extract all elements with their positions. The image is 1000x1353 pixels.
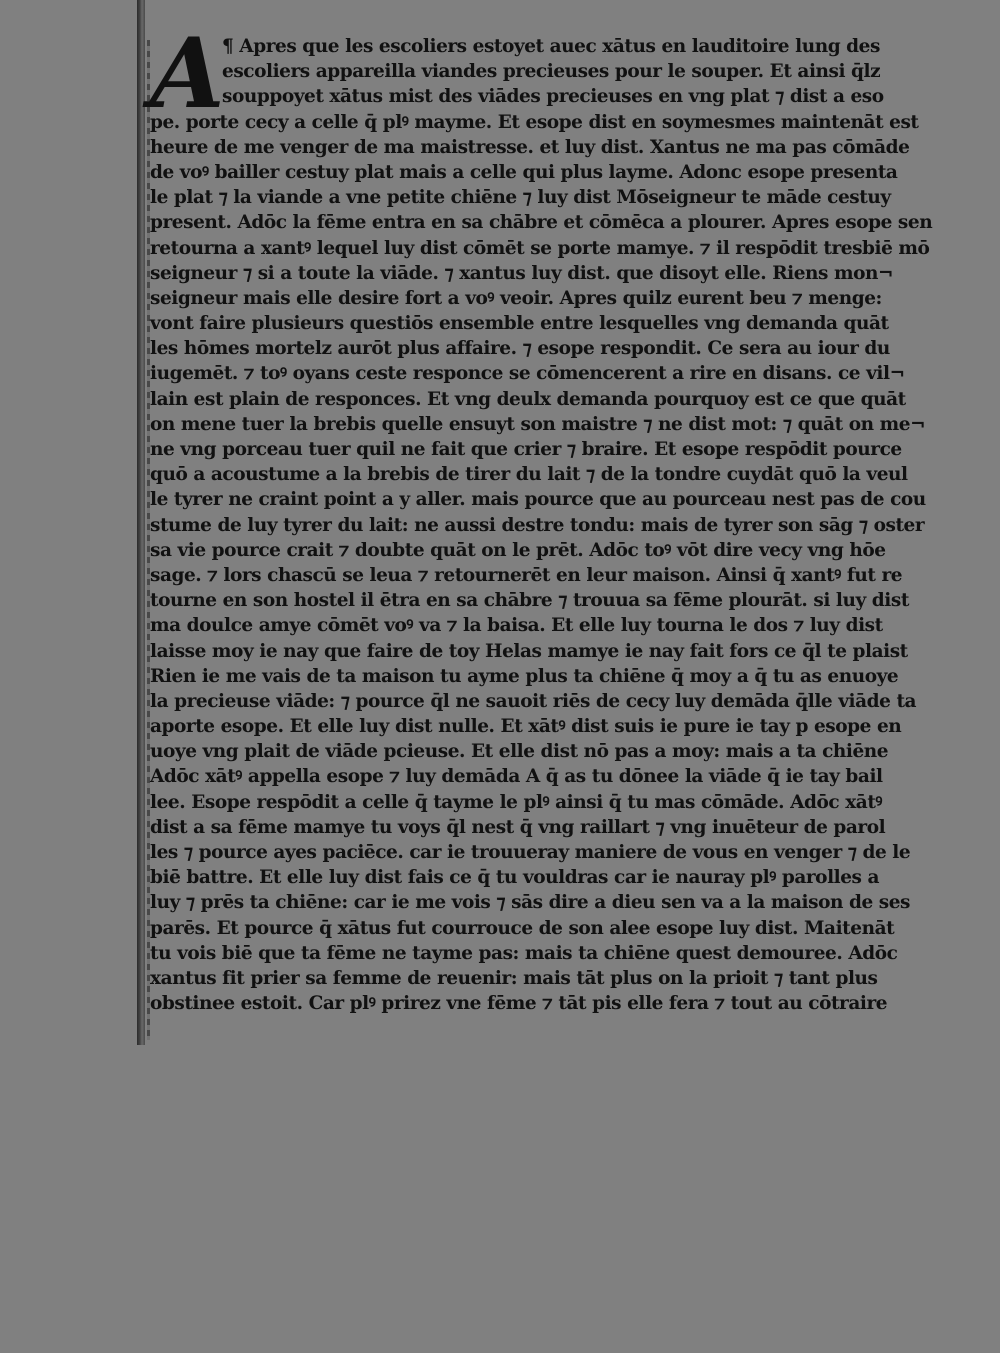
decorated-initial: A (150, 17, 225, 130)
text-line: Rien ie me vais de ta maison tu ayme plus ta chiēne q̄ moy a q̄ tu as enuoye (150, 665, 899, 687)
text-line: retourna a xantꝰ lequel luy dist cōmēt se porte mamye. ⁊ il respōdit tresbiē mō (150, 237, 930, 259)
text-line: biē battre. Et elle luy dist fais ce q̄ tu vouldras car ie nauray plꝰ parolles a (150, 867, 880, 889)
text-line: le plat ⁊ la viande a vne petite chiēne ⁊ luy dist Mōseigneur te māde cestuy (150, 187, 891, 209)
text-line: escoliers appareilla viandes precieuses pour le souper. Et ainsi q̄lz (222, 61, 881, 83)
text-line: iugemēt. ⁊ toꝰ oyans ceste responce se cōmencerent a rire en disans. ce vil¬ (150, 363, 905, 385)
text-line: ¶ Apres que les escoliers estoyet auec xātus en lauditoire lung des (222, 36, 880, 57)
text-line: laisse moy ie nay que faire de toy Helas mamye ie nay fait fors ce q̄l te plaist (150, 640, 908, 662)
text-line: dist a sa fēme mamye tu voys q̄l nest q̄ vng raillart ⁊ vng inuēteur de parol (150, 816, 886, 838)
text-line: ne vng porceau tuer quil ne fait que crier ⁊ braire. Et esope respōdit pource (150, 439, 902, 460)
text-line: uoye vng plait de viāde pcieuse. Et elle dist nō pas a moy: mais a ta chiēne (150, 741, 889, 763)
text-line: present. Adōc la fēme entra en sa chābre et cōmēca a plourer. Apres esope sen (150, 212, 933, 234)
text-line: lee. Esope respōdit a celle q̄ tayme le plꝰ ainsi q̄ tu mas cōmāde. Adōc xātꝰ (150, 791, 883, 813)
text-line: vont faire plusieurs questiōs ensemble entre lesquelles vng demanda quāt (150, 313, 889, 335)
text-line: de voꝰ bailler cestuy plat mais a celle qui plus layme. Adonc esope presenta (150, 161, 898, 183)
text-line: pe. porte cecy a celle q̄ plꝰ mayme. Et esope dist en soymesmes maintenāt est (150, 111, 919, 133)
text-line: tourne en son hostel il ētra en sa chābre ⁊ trouua sa fēme plourāt. si luy dist (150, 590, 909, 612)
text-line: les hōmes mortelz aurōt plus affaire. ⁊ esope respondit. Ce sera au iour du (150, 338, 890, 360)
text-line: seigneur mais elle desire fort a voꝰ veoir. Apres quilz eurent beu ⁊ menge: (150, 287, 882, 309)
text-line: la precieuse viāde: ⁊ pource q̄l ne sauoit riēs de cecy luy demāda q̄lle viāde ta (150, 690, 917, 712)
text-line: lain est plain de responces. Et vng deulx demanda pourquoy est ce que quāt (150, 388, 906, 410)
text-line: Adōc xātꝰ appella esope ⁊ luy demāda A q̄ as tu dōnee la viāde q̄ ie tay bail (150, 766, 883, 788)
binding-rule (137, 0, 145, 1045)
text-line: souppoyet xātus mist des viādes precieuses en vng plat ⁊ dist a eso (222, 86, 884, 108)
text-line: aporte esope. Et elle luy dist nulle. Et xātꝰ dist suis ie pure ie tay p esope en (150, 716, 902, 738)
text-line: tu vois biē que ta fēme ne tayme pas: mais ta chiēne quest demouree. Adōc (150, 942, 898, 964)
text-line: les ⁊ pource ayes paciēce. car ie trouueray maniere de vous en venger ⁊ de le (150, 842, 911, 863)
text-line: sa vie pource crait ⁊ doubte quāt on le prēt. Adōc toꝰ vōt dire vecy vng hōe (150, 539, 886, 561)
text-line: xantus fit prier sa femme de reuenir: mais tāt plus on la prioit ⁊ tant plus (150, 967, 878, 989)
text-line: on mene tuer la brebis quelle ensuyt son maistre ⁊ ne dist mot: ⁊ quāt on me¬ (150, 413, 926, 435)
text-line: ma doulce amye cōmēt voꝰ va ⁊ la baisa. Et elle luy tourna le dos ⁊ luy dist (150, 615, 883, 637)
text-line: obstinee estoit. Car plꝰ prirez vne fēme ⁊ tāt pis elle fera ⁊ tout au cōtraire (150, 993, 888, 1015)
text-line: sage. ⁊ lors chascū se leua ⁊ retournerēt en leur maison. Ainsi q̄ xantꝰ fut re (150, 564, 903, 586)
text-line: quō a acoustume a la brebis de tirer du lait ⁊ de la tondre cuydāt quō la veul (150, 464, 908, 486)
text-line: parēs. Et pource q̄ xātus fut courrouce de son alee esope luy dist. Maitenāt (150, 917, 895, 939)
body-text (150, 34, 933, 1016)
text-line: le tyrer ne craint point a y aller. mais pource que au pourceau nest pas de cou (150, 489, 926, 511)
text-line: luy ⁊ prēs ta chiēne: car ie me vois ⁊ sās dire a dieu sen va a la maison de ses (150, 892, 911, 914)
text-line: seigneur ⁊ si a toute la viāde. ⁊ xantus luy dist. que disoyt elle. Riens mon¬ (150, 262, 894, 284)
text-line: heure de me venger de ma maistresse. et luy dist. Xantus ne ma pas cōmāde (150, 136, 910, 158)
text-line: stume de luy tyrer du lait: ne aussi destre tondu: mais de tyrer son sāg ⁊ oster (150, 514, 925, 536)
